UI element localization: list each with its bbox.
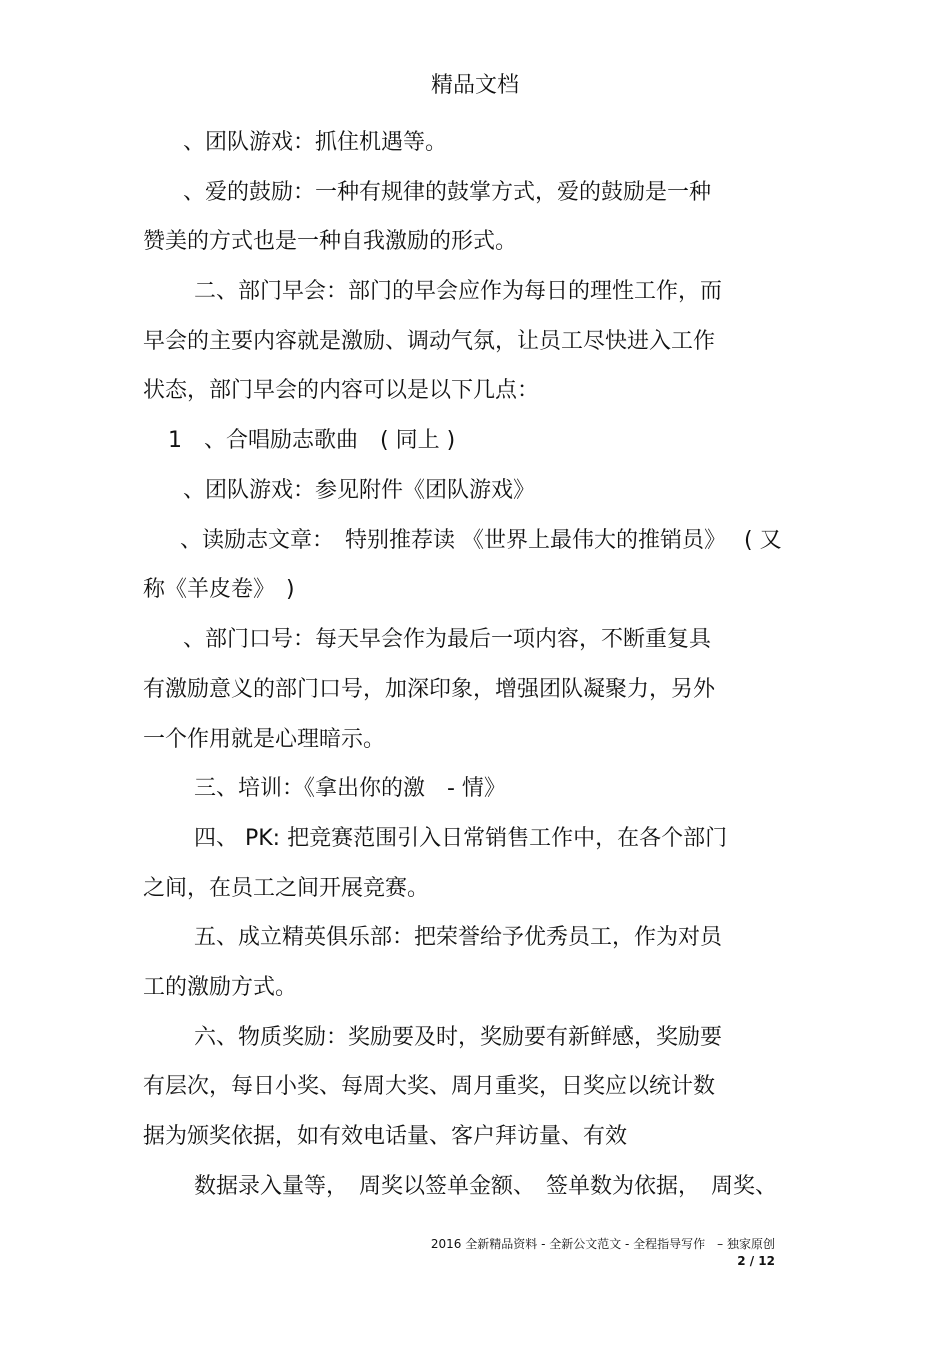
text-line: 数据录入量等， 周奖以签单金额、 签单数为依据， 周奖、 <box>194 1174 778 1199</box>
text-line: 三、培训：《拿出你的激 - 情》 <box>194 776 506 801</box>
text-line: 、爱的鼓励：一种有规律的鼓掌方式，爱的鼓励是一种 <box>183 180 712 205</box>
text-line: 赞美的方式也是一种自我激励的形式。 <box>143 229 518 254</box>
page-number: 2 / 12 <box>737 1254 775 1268</box>
text-line: 六、物质奖励：奖励要及时，奖励要有新鲜感，奖励要 <box>194 1025 723 1050</box>
text-line: 称《羊皮卷》 ) <box>143 577 295 602</box>
text-line: 早会的主要内容就是激励、调动气氛，让员工尽快进入工作 <box>143 329 716 354</box>
text-line: 1 、合唱励志歌曲 ( 同上 ) <box>168 428 456 453</box>
text-line: 、团队游戏：抓住机遇等。 <box>183 130 448 155</box>
text-line: 据为颁奖依据，如有效电话量、客户拜访量、有效 <box>143 1124 628 1149</box>
text-line: 工的激励方式。 <box>143 975 298 1000</box>
text-line: 二、部门早会：部门的早会应作为每日的理性工作，而 <box>194 279 723 304</box>
text-line: 有激励意义的部门口号，加深印象，增强团队凝聚力，另外 <box>143 677 716 702</box>
text-line: 五、成立精英俱乐部：把荣誉给予优秀员工，作为对员 <box>194 925 723 950</box>
page-header-title: 精品文档 <box>430 73 519 98</box>
text-line: 、团队游戏：参见附件《团队游戏》 <box>183 478 536 503</box>
footer-text: 2016 全新精品资料 - 全新公文范文 - 全程指导写作 – 独家原创 <box>430 1237 775 1251</box>
text-line: 状态，部门早会的内容可以是以下几点： <box>143 378 540 403</box>
text-line: 之间，在员工之间开展竞赛。 <box>143 876 430 901</box>
text-line: 、部门口号：每天早会作为最后一项内容，不断重复具 <box>183 627 712 652</box>
text-line: 一个作用就是心理暗示。 <box>143 727 386 752</box>
text-line: 、读励志文章： 特别推荐读 《世界上最伟大的推销员》 ( 又 <box>180 528 782 553</box>
text-line: 有层次，每日小奖、每周大奖、周月重奖，日奖应以统计数 <box>143 1074 716 1099</box>
text-line: 四、 PK: 把竞赛范围引入日常销售工作中，在各个部门 <box>194 826 728 851</box>
